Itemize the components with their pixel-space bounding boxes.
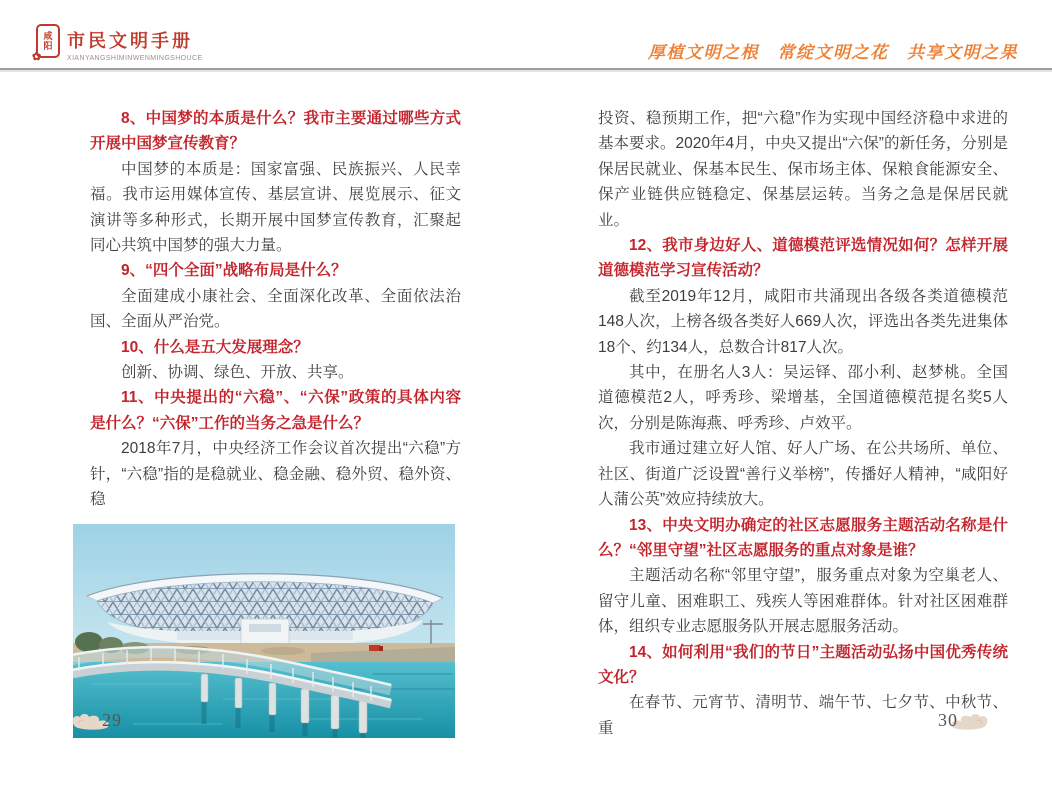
brand	[32, 24, 203, 64]
question-paragraph: 14、如何利用“我们的节日”主题活动弘扬中国优秀传统文化？	[598, 643, 1008, 686]
brand-text	[67, 24, 203, 62]
brand-seal-icon	[32, 24, 60, 64]
left-page-column	[90, 106, 461, 738]
answer-paragraph: 中国梦的本质是：国家富强、民族振兴、人民幸福。我市运用媒体宣传、基层宣讲、展览展示、征文演讲等多种形式，长期开展中国梦宣传教育，汇聚起同心共筑中国梦的强大力量。	[90, 160, 461, 255]
stadium-photo-graphic	[73, 524, 455, 738]
answer-paragraph: 创新、协调、绿色、开放、共享。	[121, 364, 354, 382]
answer-paragraph: 2018年7月，中央经济工作会议首次提出“六稳”方针，“六稳”指的是稳就业、稳金融、稳外贸、稳外资、稳	[90, 440, 461, 509]
right-page-column	[598, 106, 1008, 741]
page-number-right-value: 30	[938, 710, 958, 730]
question-paragraph: 10、什么是五大发展理念？	[121, 338, 309, 356]
answer-paragraph: 主题活动名称“邻里守望”，服务重点对象为空巢老人、留守儿童、困难职工、残疾人等困难群体。针对社区困难群体，组织专业志愿服务队开展志愿服务活动。	[598, 567, 1008, 636]
right-page-text	[598, 106, 1008, 741]
seal-flower-icon: ✿	[32, 51, 42, 64]
seal-char-top: 咸	[43, 30, 53, 41]
question-paragraph: 13、中央文明办确定的社区志愿服务主题活动名称是什么？“邻里守望”社区志愿服务的重点对象是谁？	[598, 516, 1008, 559]
question-paragraph: 11、中央提出的“六稳”、“六保”政策的具体内容是什么？“六保”工作的当务之急是什么？	[90, 389, 461, 432]
page-number-right	[938, 710, 990, 731]
header-divider	[0, 68, 1052, 70]
answer-paragraph: 在春节、元宵节、清明节、端午节、七夕节、中秋节、重	[598, 694, 1008, 737]
brand-subtitle: XIANYANGSHIMINWENMINGSHOUCE	[67, 55, 203, 62]
page-number-left	[70, 710, 122, 731]
answer-paragraph: 其中，在册名人3人：吴运铎、邵小利、赵梦桃。全国道德模范2人，呼秀珍、梁增基，全国道德模范提名奖5人次，分别是陈海燕、呼秀珍、卢效平。	[598, 364, 1008, 432]
seal-char-bottom: 阳	[43, 41, 53, 51]
answer-paragraph: 投资、稳预期工作，把“六稳”作为实现中国经济稳中求进的基本要求。2020年4月，中央又提出“六保”的新任务，分别是保居民就业、保基本民生、保市场主体、保粮食能源安全、保产业链供应链稳定、保基层运转。当务之急是保居民就业。	[598, 110, 1008, 229]
brand-title: 市民文明手册	[67, 31, 193, 51]
question-paragraph: 9、“四个全面”战略布局是什么？	[121, 262, 347, 280]
answer-paragraph: 全面建成小康社会、全面深化改革、全面依法治国、全面从严治党。	[90, 287, 461, 331]
page-number-left-value: 29	[102, 710, 122, 730]
header-motto: 厚植文明之根 常绽文明之花 共享文明之果	[648, 43, 1018, 62]
question-paragraph: 12、我市身边好人、道德模范评选情况如何？怎样开展道德模范学习宣传活动？	[598, 237, 1008, 280]
answer-paragraph: 我市通过建立好人馆、好人广场、在公共场所、单位、社区、街道广泛设置“善行义举榜”，传播好人精神，“咸阳好人蒲公英”效应持续放大。	[598, 440, 1008, 509]
left-page-text	[90, 106, 461, 513]
page-header	[32, 24, 1018, 68]
stadium-photo	[73, 524, 455, 738]
answer-paragraph: 截至2019年12月，咸阳市共涌现出各级各类道德模范148人次，上榜各级各类好人669人次，评选出各类先进集体18个、约134人，总数合计817人次。	[598, 287, 1008, 356]
question-paragraph: 8、中国梦的本质是什么？我市主要通过哪些方式开展中国梦宣传教育？	[90, 110, 461, 153]
